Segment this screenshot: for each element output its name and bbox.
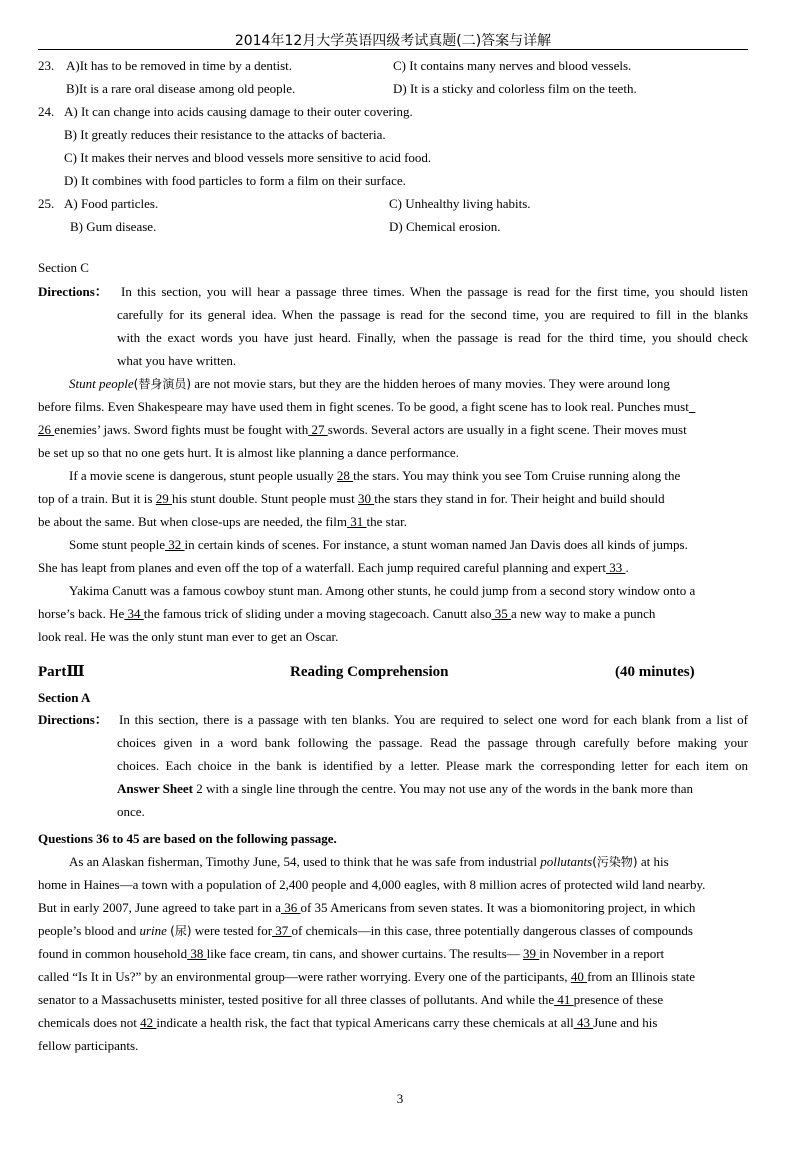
section-a-directions-line-3: choices. Each choice in the bank is identified by a letter. Please mark the corresponding letter for each item on: [117, 758, 748, 773]
blank-32[interactable]: 32: [165, 537, 185, 552]
blank-27[interactable]: 27: [308, 422, 328, 437]
passage-c-p1-line-4: be set up so that no one gets hurt. It is almost like planning a dance performance.: [38, 445, 459, 460]
blank-33[interactable]: 33: [605, 560, 626, 575]
passage-c-p2-line-1: If a movie scene is dangerous, stunt people usually 28 the stars. You may think you see Tom Cruise running along the: [69, 468, 681, 483]
blank-34[interactable]: 34: [124, 606, 144, 621]
passage-c-p2-line-2: top of a train. But it is 29 his stunt double. Stunt people must 30 the stars they stand in for. Their height and build should: [38, 491, 665, 506]
header-divider: [38, 49, 748, 50]
reading-line-6: called “Is It in Us?” by an environmental group—were rather worrying. Every one of the participants, 40 from an Illinois state: [38, 969, 696, 984]
passage-c-p1-line-2: before films. Even Shakespeare may have used them in fight scenes. To be good, a fight scene has to look real. Punches must: [38, 399, 689, 414]
q25-option-a: A) Food particles.: [64, 196, 159, 211]
section-c-directions-line-2: carefully for its general idea. When the passage is read for the second time, you are required to fill in the blanks: [117, 307, 748, 322]
blank-37[interactable]: 37: [272, 923, 292, 938]
questions-heading: Questions 36 to 45 are based on the following passage.: [38, 831, 337, 846]
blank-38[interactable]: 38: [187, 946, 207, 961]
blank-29[interactable]: 29: [155, 491, 172, 506]
q23-option-b: B)It is a rare oral disease among old people.: [66, 81, 296, 96]
page-header: 2014年12月大学英语四级考试真题(二)答案与详解: [234, 33, 552, 49]
blank-28[interactable]: 28: [336, 468, 354, 483]
section-a-title: Section A: [38, 690, 91, 705]
q24-option-d: D) It combines with food particles to form a film on their surface.: [64, 173, 406, 188]
blank-43[interactable]: 43: [573, 1015, 594, 1030]
reading-line-4: people’s blood and urine (尿) were tested for 37 of chemicals—in this case, three potentially dangerous classes of compounds: [38, 923, 693, 938]
term-stunt-people: Stunt people: [69, 376, 134, 391]
q24-number: 24.: [38, 104, 55, 119]
section-a-directions-line-5: once.: [117, 804, 145, 819]
answer-sheet-label: Answer Sheet: [117, 781, 193, 796]
q24-option-a: A) It can change into acids causing damage to their outer covering.: [64, 104, 413, 119]
section-a-directions-label: Directions：: [38, 712, 108, 727]
q23-number: 23.: [38, 58, 55, 73]
reading-line-9: fellow participants.: [38, 1038, 139, 1053]
section-a-directions-line-2: choices given in a word bank following the passage. Read the passage through carefully before making your: [117, 735, 748, 750]
q24-option-c: C) It makes their nerves and blood vessels more sensitive to acid food.: [64, 150, 432, 165]
reading-line-5: found in common household 38 like face cream, tin cans, and shower curtains. The results— 39 in November in a report: [38, 946, 665, 961]
blank-31[interactable]: 31: [347, 514, 367, 529]
reading-line-7: senator to a Massachusetts minister, tested positive for all three classes of pollutants. And while the 41 presence of these: [38, 992, 664, 1007]
q25-option-b: B) Gum disease.: [70, 219, 157, 234]
blank-39[interactable]: 39: [522, 946, 540, 961]
passage-c-p1-line-3: 26 enemies’ jaws. Sword fights must be fought with 27 swords. Several actors are usually in a fight scene. Their moves must: [38, 422, 687, 437]
blank-36[interactable]: 36: [280, 900, 301, 915]
section-a-directions-line-4: Answer Sheet 2 with a single line through the centre. You may not use any of the words in the bank more than: [117, 781, 693, 796]
passage-c-p4-line-1: Yakima Canutt was a famous cowboy stunt man. Among other stunts, he could jump from a second story window onto a: [69, 583, 696, 598]
passage-c-p4-line-3: look real. He was the only stunt man ever to get an Oscar.: [38, 629, 339, 644]
q25-option-c: C) Unhealthy living habits.: [389, 196, 531, 211]
section-a-directions-line-1: In this section, there is a passage with ten blanks. You are required to select one word for each blank from a list of: [119, 712, 748, 727]
section-c-directions-label: Directions：: [38, 284, 108, 299]
blank-41[interactable]: 41: [554, 992, 574, 1007]
blank-26[interactable]: 26: [38, 422, 55, 437]
passage-c-p4-line-2: horse’s back. He 34 the famous trick of sliding under a moving stagecoach. Canutt also 35 a new way to make a punch: [38, 606, 656, 621]
passage-c-p3-line-1: Some stunt people 32 in certain kinds of scenes. For instance, a stunt woman named Jan Davis does all kinds of jumps.: [69, 537, 688, 552]
reading-line-1: As an Alaskan fisherman, Timothy June, 54, used to think that he was safe from industrial pollutants(污染物) at his: [69, 854, 669, 869]
term-urine: urine: [139, 923, 167, 938]
blank-30[interactable]: 30: [357, 491, 375, 506]
passage-c-p2-line-3: be about the same. But when close-ups are needed, the film 31 the star.: [38, 514, 407, 529]
q24-option-b: B) It greatly reduces their resistance to the attacks of bacteria.: [64, 127, 386, 142]
passage-c-p1-line-1: Stunt people(替身演员) are not movie stars, but they are the hidden heroes of many movies. They were around long: [69, 376, 670, 391]
q25-option-d: D) Chemical erosion.: [389, 219, 501, 234]
term-pollutants: pollutants: [540, 854, 593, 869]
reading-line-3: But in early 2007, June agreed to take part in a 36 of 35 Americans from seven states. It was a biomonitoring project, in which: [38, 900, 696, 915]
section-c-directions-line-1: In this section, you will hear a passage three times. When the passage is read for the first time, you should listen: [121, 284, 748, 299]
section-c-directions-line-3: with the exact words you have just heard. Finally, when the passage is read for the third time, you should check: [117, 330, 748, 345]
section-c-title: Section C: [38, 260, 89, 275]
q23-option-a: A)It has to be removed in time by a dentist.: [66, 58, 293, 73]
page-number: 3: [396, 1091, 404, 1106]
part-3-label: PartⅢ: [38, 664, 85, 680]
blank-40[interactable]: 40: [570, 969, 588, 984]
blank-35[interactable]: 35: [491, 606, 511, 621]
passage-c-p3-line-2: She has leapt from planes and even off the top of a waterfall. Each jump required careful planning and expert 33 .: [38, 560, 629, 575]
part-3-title: Reading Comprehension: [290, 664, 449, 680]
q23-option-d: D) It is a sticky and colorless film on the teeth.: [393, 81, 637, 96]
q23-option-c: C) It contains many nerves and blood vessels.: [393, 58, 632, 73]
reading-line-2: home in Haines—a town with a population of 2,400 people and 4,000 eagles, with 8 million acres of protected wild land nearby.: [38, 877, 706, 892]
section-c-directions-line-4: what you have written.: [117, 353, 237, 368]
blank-42[interactable]: 42: [140, 1015, 157, 1030]
part-3-time: (40 minutes): [615, 664, 695, 680]
cn-gloss: (替身演员): [133, 377, 192, 391]
q25-number: 25.: [38, 196, 55, 211]
reading-line-8: chemicals does not 42 indicate a health risk, the fact that typical Americans carry these chemicals at all 43 June and his: [38, 1015, 658, 1030]
